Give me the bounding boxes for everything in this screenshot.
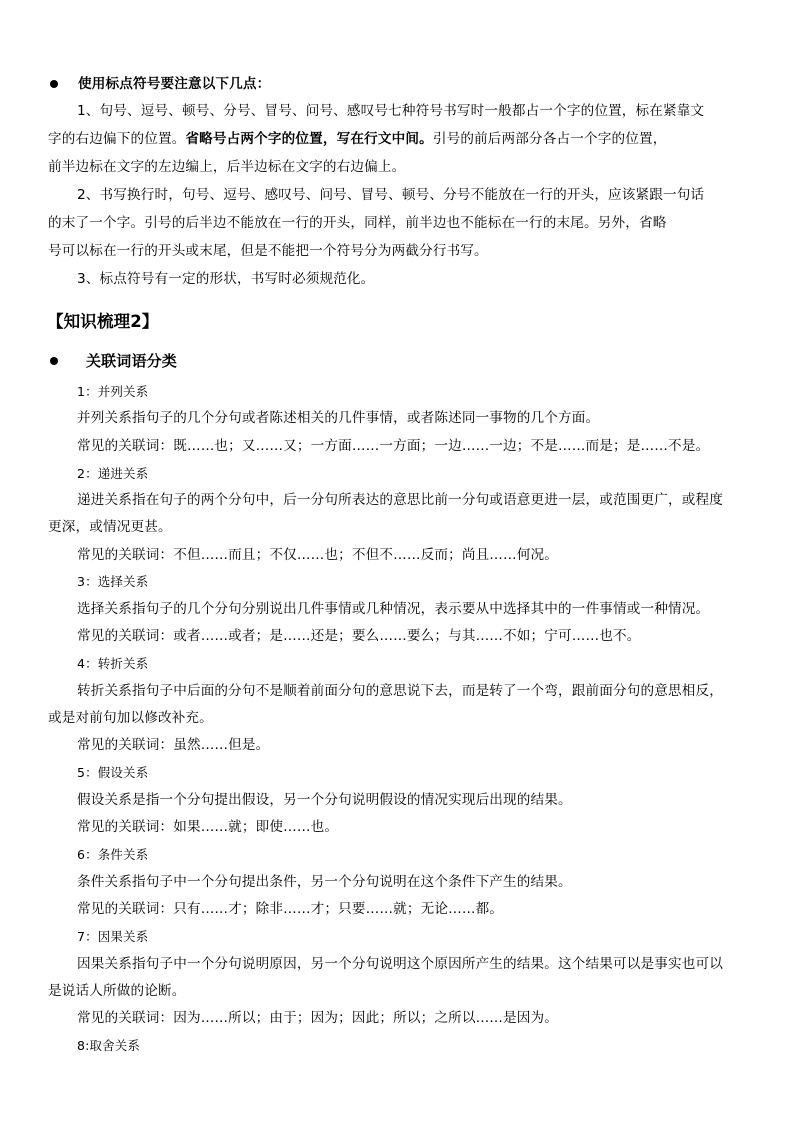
bullet-icon — [50, 357, 58, 365]
note-1-line-1: 1、句号、逗号、顿号、分号、冒号、问号、感叹号七种符号书写时一般都占一个字的位置，标在紧靠文 — [77, 103, 705, 119]
relation-5-definition: 假设关系是指一个分句提出假设，另一个分句说明假设的情况实现后出现的结果。 — [77, 792, 572, 808]
note-2-line-3: 号可以标在一行的开头或末尾，但是不能把一个符号分为两截分行书写。 — [48, 243, 488, 259]
relation-2-definition-line-2: 更深，或情况更甚。 — [48, 519, 172, 535]
relation-3-title: 3：选择关系 — [77, 574, 149, 589]
relation-1-title: 1：并列关系 — [77, 384, 149, 399]
relation-3-definition: 选择关系指句子的几个分句分别说出几件事情或几种情况，表示要从中选择其中的一件事情或一种情况。 — [77, 601, 710, 617]
relation-4-words: 常见的关联词：虽然……但是。 — [77, 737, 270, 753]
relation-8-title: 8:取舍关系 — [77, 1038, 141, 1053]
note-1-text-a: 字的右边偏下的位置。 — [48, 131, 186, 147]
relation-2-definition-line-1: 递进关系指在句子的两个分句中，后一分句所表达的意思比前一分句或语意更进一层，或范围更广，或程度 — [77, 492, 723, 508]
relation-1-words: 常见的关联词：既……也；又……又；一方面……一方面；一边……一边；不是……而是；是……不是。 — [77, 438, 710, 454]
note-2-line-2: 的末了一个字。引号的后半边不能放在一行的开头，同样，前半边也不能标在一行的末尾。另外，省略 — [48, 215, 667, 231]
relation-5-title: 5：假设关系 — [77, 765, 149, 780]
note-3-line-1: 3、标点符号有一定的形状，书写时必须规范化。 — [77, 271, 375, 287]
relation-7-title: 7：因果关系 — [77, 929, 149, 944]
relation-4-definition-line-2: 或是对前句加以修改补充。 — [48, 710, 213, 726]
section-title: 【知识梳理2】 — [47, 312, 159, 331]
relation-6-definition: 条件关系指句子中一个分句提出条件，另一个分句说明在这个条件下产生的结果。 — [77, 874, 572, 890]
relation-6-words: 常见的关联词：只有……才；除非……才；只要……就；无论……都。 — [77, 901, 504, 917]
relation-6-title: 6：条件关系 — [77, 847, 149, 862]
relation-7-definition-line-1: 因果关系指句子中一个分句说明原因，另一个分句说明这个原因所产生的结果。这个结果可以是事实也可以 — [77, 956, 723, 972]
note-1-text-c: 引号的前后两部分各占一个字的位置， — [432, 131, 667, 147]
relation-1-definition: 并列关系指句子的几个分句或者陈述相关的几件事情，或者陈述同一事物的几个方面。 — [77, 410, 600, 426]
bullet-icon — [50, 80, 58, 88]
relation-5-words: 常见的关联词：如果……就；即使……也。 — [77, 819, 339, 835]
note-2-line-1: 2、书写换行时，句号、逗号、感叹号、问号、冒号、顿号、分号不能放在一行的开头，应该紧跟一句话 — [77, 187, 705, 203]
relation-7-definition-line-2: 是说话人所做的论断。 — [48, 983, 186, 999]
relation-2-title: 2：递进关系 — [77, 466, 149, 481]
section-heading: 关联词语分类 — [86, 352, 177, 370]
relation-4-title: 4：转折关系 — [77, 656, 149, 671]
relation-4-definition-line-1: 转折关系指句子中后面的分句不是顺着前面分句的意思说下去，而是转了一个弯，跟前面分句的意思相反， — [77, 683, 723, 699]
note-1-emphasis: 省略号占两个字的位置，写在行文中间。 — [185, 131, 433, 147]
note-1-line-2 — [48, 130, 666, 148]
relation-7-words: 常见的关联词：因为……所以；由于；因为；因此；所以；之所以……是因为。 — [77, 1010, 559, 1026]
note-1-line-3: 前半边标在文字的左边编上，后半边标在文字的右边偏上。 — [48, 159, 406, 175]
relation-2-words: 常见的关联词：不但……而且；不仅……也；不但不……反而；尚且……何况。 — [77, 547, 559, 563]
notes-heading: 使用标点符号要注意以下几点： — [78, 76, 271, 92]
relation-3-words: 常见的关联词：或者……或者；是……还是；要么……要么；与其……不如；宁可……也不。 — [77, 628, 641, 644]
